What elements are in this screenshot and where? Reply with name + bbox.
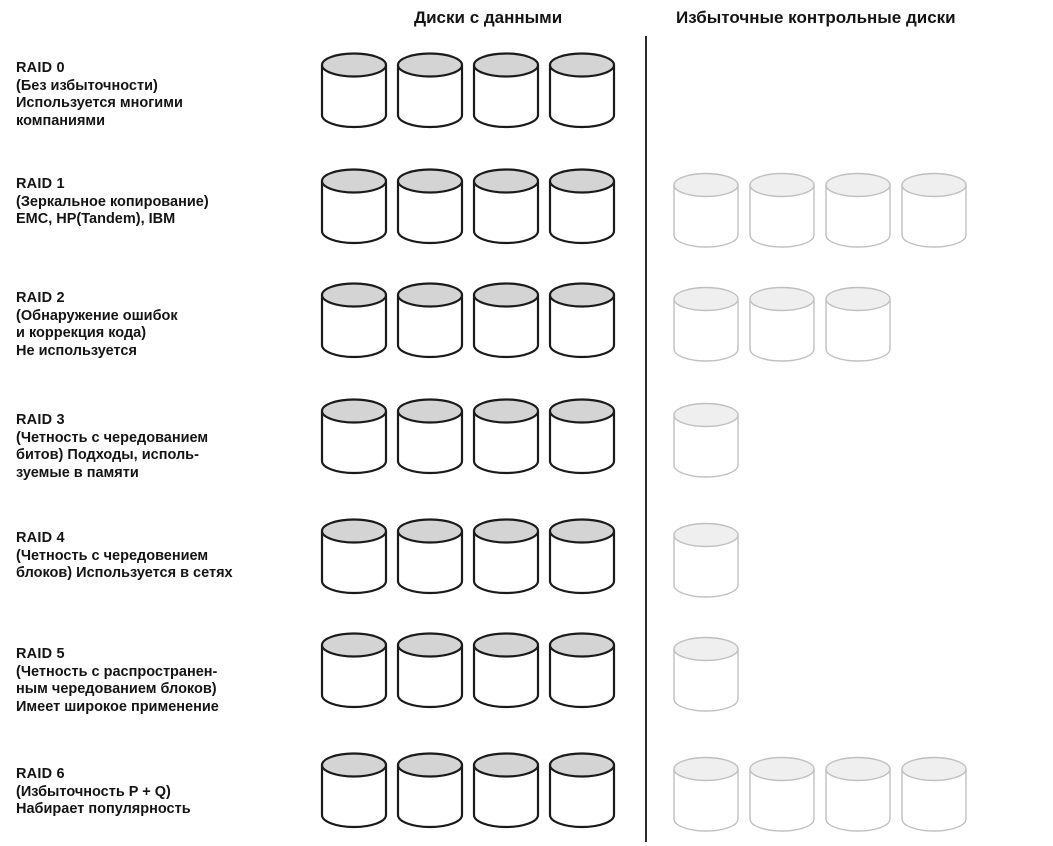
column-divider [645, 36, 647, 842]
check-disk [824, 756, 892, 834]
data-disk [320, 398, 388, 476]
data-disk [396, 52, 464, 130]
raid-level-label-4 [16, 530, 306, 583]
raid-level-label-5 [16, 646, 306, 716]
raid-level-label-3 [16, 412, 306, 482]
data-disk [548, 52, 616, 130]
data-disk [548, 632, 616, 710]
raid-level-description-line: блоков) Используется в сетях [16, 565, 233, 582]
raid-level-description-line: (Избыточность P + Q) [16, 783, 171, 800]
data-disk [320, 282, 388, 360]
raid-level-description-line: Набирает популярность [16, 801, 191, 818]
data-disk [472, 752, 540, 830]
data-disk [548, 282, 616, 360]
data-disk [320, 52, 388, 130]
data-disk [472, 398, 540, 476]
data-disk [396, 752, 464, 830]
data-disk [472, 52, 540, 130]
raid-level-description-line: Не используется [16, 342, 137, 359]
raid-level-description-line: (Четность с чередованием [16, 429, 209, 446]
check-disk [900, 172, 968, 250]
data-disk [472, 168, 540, 246]
raid-level-description-line: EMC, HP(Tandem), IBM [16, 211, 176, 228]
data-disk [320, 632, 388, 710]
raid-level-label-2 [16, 290, 306, 360]
check-disk [672, 522, 740, 600]
raid-level-description-line: (Без избыточности) [16, 77, 158, 94]
data-disk [548, 168, 616, 246]
data-disk [548, 398, 616, 476]
check-disk [672, 636, 740, 714]
data-disk [396, 168, 464, 246]
data-disk [548, 518, 616, 596]
raid-level-description-line: (Четность с распространен- [16, 663, 218, 680]
raid-level-title: RAID 4 [16, 530, 65, 546]
raid-level-description-line: (Обнаружение ошибок [16, 307, 178, 324]
data-disk [320, 168, 388, 246]
data-disk [472, 518, 540, 596]
data-disk [396, 398, 464, 476]
check-disk [748, 756, 816, 834]
raid-level-label-6 [16, 766, 306, 819]
data-disk [396, 632, 464, 710]
data-disk [320, 518, 388, 596]
check-disk [824, 286, 892, 364]
raid-level-title: RAID 5 [16, 646, 65, 662]
raid-level-description-line: компаниями [16, 112, 106, 129]
check-disk [672, 286, 740, 364]
raid-level-description-line: (Зеркальное копирование) [16, 193, 209, 210]
raid-level-description-line: и коррекция кода) [16, 325, 147, 342]
raid-level-title: RAID 0 [16, 60, 65, 76]
raid-level-label-0 [16, 60, 306, 130]
check-disk [748, 172, 816, 250]
raid-level-title: RAID 1 [16, 176, 65, 192]
raid-level-description-line: зуемые в памяти [16, 464, 139, 481]
raid-level-description-line: ным чередованием блоков) [16, 681, 217, 698]
raid-level-title: RAID 3 [16, 412, 65, 428]
check-disk [672, 756, 740, 834]
column-header-data-disks: Диски с данными [414, 8, 563, 27]
raid-level-title: RAID 2 [16, 290, 65, 306]
data-disk [396, 518, 464, 596]
raid-level-title: RAID 6 [16, 766, 65, 782]
raid-level-description-line: битов) Подходы, исполь- [16, 447, 199, 464]
check-disk [672, 402, 740, 480]
data-disk [320, 752, 388, 830]
check-disk [748, 286, 816, 364]
raid-level-description-line: Имеет широкое применение [16, 698, 219, 715]
check-disk [824, 172, 892, 250]
check-disk [900, 756, 968, 834]
data-disk [548, 752, 616, 830]
raid-level-description-line: (Четность с чередовением [16, 547, 209, 564]
data-disk [396, 282, 464, 360]
data-disk [472, 282, 540, 360]
raid-level-label-1 [16, 176, 306, 229]
check-disk [672, 172, 740, 250]
column-header-check-disks: Избыточные контрольные диски [676, 8, 956, 27]
raid-level-description-line: Используется многими [16, 95, 183, 112]
data-disk [472, 632, 540, 710]
